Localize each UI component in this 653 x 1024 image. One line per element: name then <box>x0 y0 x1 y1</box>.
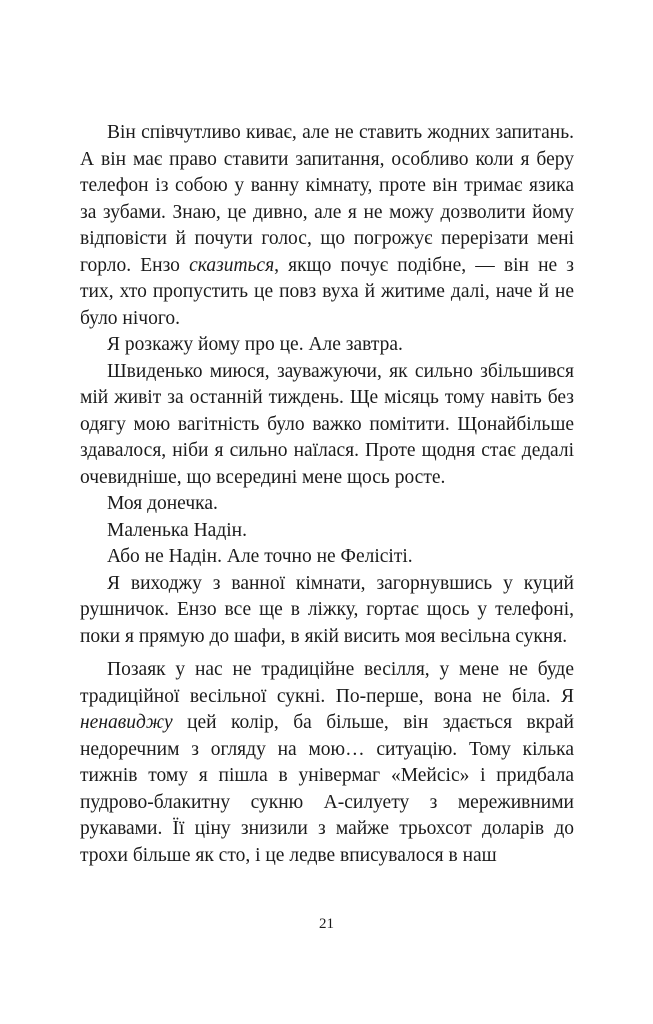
page-text <box>80 120 574 869</box>
text-run: Моя донечка. <box>107 493 218 514</box>
paragraph <box>80 120 574 332</box>
paragraph <box>80 491 574 518</box>
text-run: Швиденько миюся, зауважуючи, як сильно збільшився мій живіт за останній тиждень. Ще місяць тому навіть без одягу мою вагітність було важко помітити. Щонайбільше здавалося, ніби я сильно наїлася. Проте щодня стає дедалі очевидніше, що всередині мене щось росте. <box>80 360 574 488</box>
paragraph <box>80 544 574 571</box>
text-run: Я розкажу йому про це. Але завтра. <box>107 334 403 355</box>
paragraph <box>80 571 574 651</box>
italic-text-run: ненавиджу <box>80 712 173 733</box>
paragraph <box>80 359 574 492</box>
paragraph <box>80 657 574 869</box>
italic-text-run: сказиться <box>189 254 275 276</box>
text-run: цей колір, ба більше, він здається вкрай недоречним з огляду на мою… ситуацію. Тому кілька тижнів тому я пішла в універмаг «Мейсіс» і придбала пудрово-блакитну сукню А-силуету з мереживними рукавами. Її ціну знизили з майже трьохсот доларів до трохи більше як сто, і це ледве вписувалося в наш <box>80 712 574 866</box>
text-run: Або не Надін. Але точно не Фелісіті. <box>107 546 413 567</box>
page-number: 21 <box>319 916 334 932</box>
paragraph <box>80 332 574 359</box>
paragraph <box>80 518 574 545</box>
text-run: Маленька Надін. <box>107 519 247 541</box>
text-run: Він співчутливо киває, але не ставить жодних запитань. А він має право ставити запитання, особливо коли я беру телефон із собою у ванну кімнату, проте він тримає язика за зубами. Знаю, це дивно, але я не можу дозволити йому відповісти й почути голос, що погрожує перерізати мені горло. Ензо <box>80 122 574 276</box>
text-run: Позаяк у нас не традиційне весілля, у мене не буде традиційної весільної сукні. По-перше, вона не біла. Я <box>80 659 574 707</box>
text-run: Я виходжу з ванної кімнати, загорнувшись у куций рушничок. Ензо все ще в ліжку, гортає щось у телефоні, поки я прямую до шафи, в якій висить моя весільна сукня. <box>80 572 574 647</box>
text-run: , якщо почує подібне, — він не з тих, хто пропустить це повз вуха й житиме далі, наче й не було нічого. <box>80 254 574 329</box>
